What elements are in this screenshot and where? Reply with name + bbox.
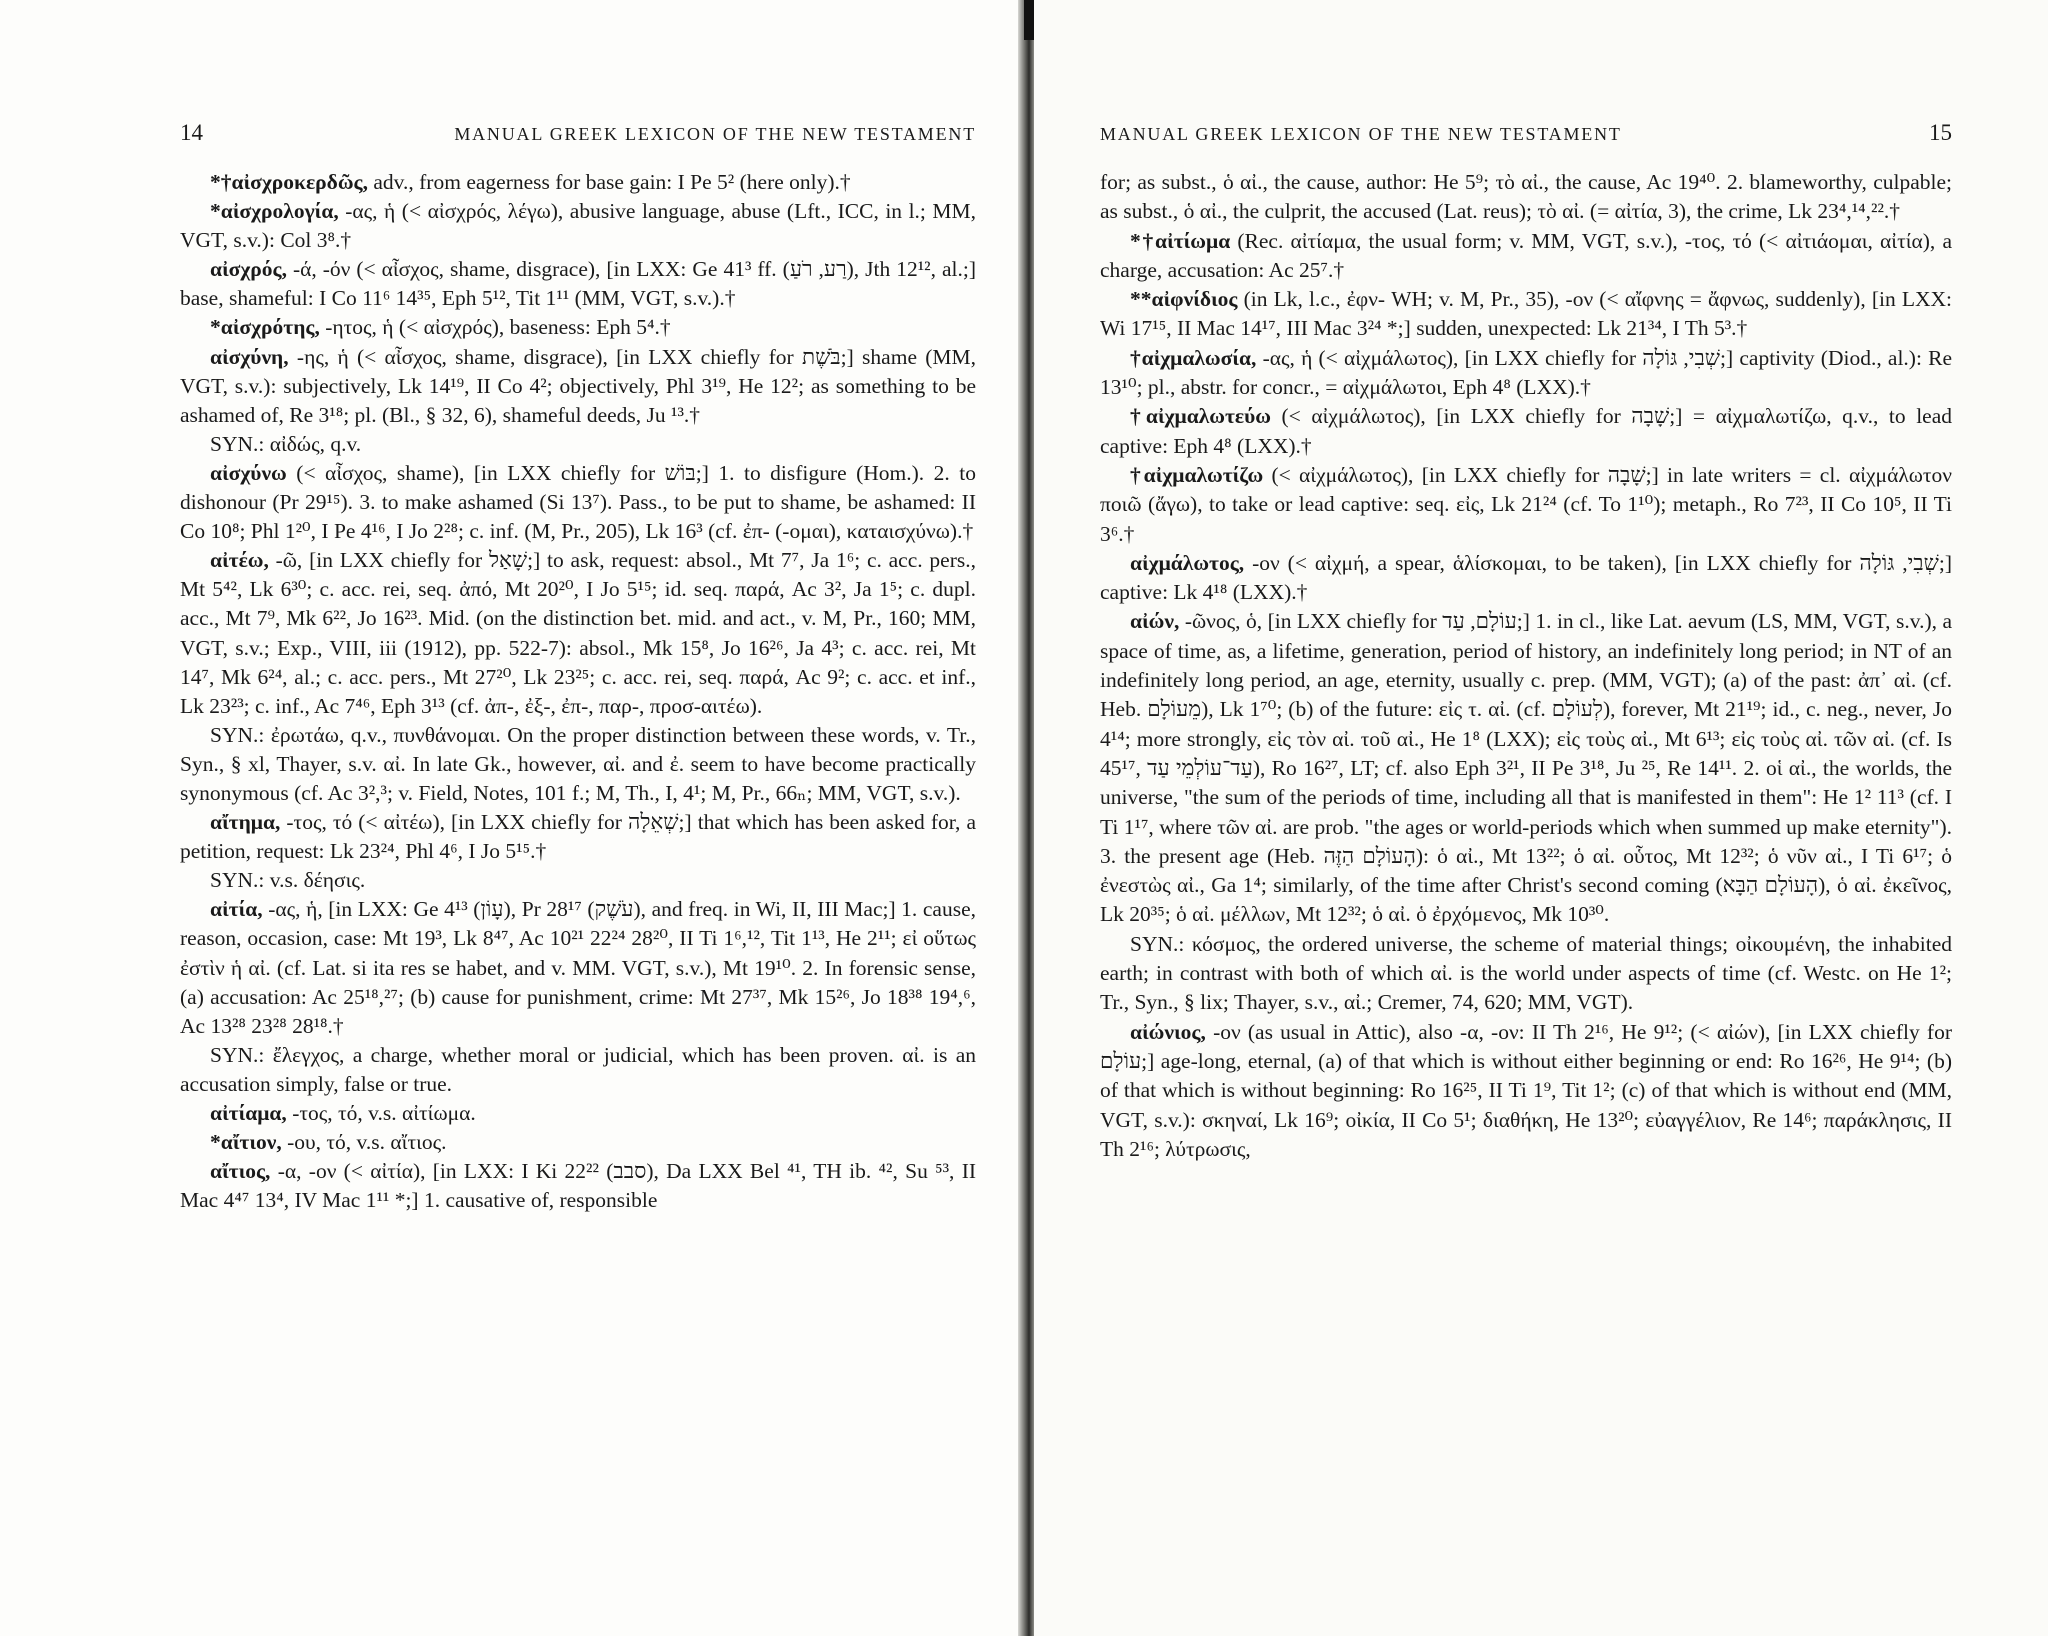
lexicon-entry: [180, 895, 976, 1040]
entry-headword: αἰχμαλωτεύω: [1145, 404, 1271, 429]
entry-marker: †: [1130, 462, 1144, 487]
synonym-note: [180, 866, 976, 895]
entry-headword: αἰών,: [1130, 609, 1180, 634]
entry-headword: αἰσχύνω: [210, 460, 287, 485]
left-page-number: 14: [180, 120, 203, 145]
right-page: [1034, 0, 2048, 1636]
entry-marker: *†: [210, 170, 232, 194]
synonym-note: [180, 1041, 976, 1099]
lexicon-entry: [1100, 227, 1952, 286]
lexicon-entry: [1100, 549, 1952, 608]
entry-headword: αἴτιος,: [210, 1159, 271, 1184]
lexicon-entry: [1100, 344, 1952, 403]
lexicon-entry: [180, 197, 976, 255]
entry-text: SYN.: v.s. δέησις.: [210, 868, 366, 893]
entry-marker: †: [1130, 404, 1146, 429]
lexicon-entry: [180, 255, 976, 313]
entry-marker: *: [210, 315, 221, 340]
entry-headword: αἰσχρολογία,: [220, 199, 339, 224]
entry-text: -ας, ἡ (< αἰσχρός, λέγω), abusive language, abuse (Lft., ICC, in l.; MM, VGT, s.v.): Col 3⁸.†: [180, 199, 977, 253]
entry-text: (< αἰχμάλωτος), [in LXX chiefly for שָׁבָה;] in late writers = cl. αἰχμάλωτον ποιῶ (ἄγω), to take or lead captive: seq. εἰς, Lk 21²⁴ (cf. To 1¹⁰); metaph., Ro 7²³, II Co 10⁵, II Ti 3⁶.†: [1100, 462, 1953, 546]
entry-text: SYN.: κόσμος, the ordered universe, the scheme of material things; οἰκουμένη, the inhabited earth; in contrast with both of which αἰ. is the world under aspects of time (cf. Westc. on He 1²; Tr., Syn., § lix; Thayer, s.v., αἰ.; Cremer, 74, 620; MM, VGT).: [1100, 931, 1952, 1015]
lexicon-entry: [180, 1099, 976, 1128]
entry-text: -ῶ, [in LXX chiefly for שָׁאַל;] to ask, request: absol., Mt 7⁷, Ja 1⁶; c. acc. pers., Mt 5⁴², Lk 6³⁰; c. acc. rei, seq. ἀπό, Mt 20²⁰, I Jo 5¹⁵; id. seq. παρά, Ac 3², Ja 1⁵; c. dupl. acc., Mt 7⁹, Mk 6²², Jo 16²³. Mid. (on the distinction bet. mid. and act., v. M, Pr., 160; MM, VGT, s.v.; Exp., VIII, iii (1912), pp. 522-7): absol., Mk 15⁸, Jo 16²⁶, Ja 4³; c. acc. rei, Mt 14⁷, Mk 6²⁴, al.; c. acc. pers., Mt 27²⁰, Lk 23²⁵; c. acc. rei, seq. παρά, Ac 9²; c. acc. et inf., Lk 23²³; c. inf., Ac 7⁴⁶, Eph 3¹³ (cf. ἀπ-, ἐξ-, ἐπ-, παρ-, προσ-αιτέω).: [180, 548, 976, 718]
entry-text: SYN.: ἔλεγχος, a charge, whether moral or judicial, which has been proven. αἰ. is an accusation simply, false or true.: [180, 1042, 976, 1096]
entry-headword: αἰσχρός,: [210, 257, 287, 282]
entry-text: -ας, ἡ (< αἰχμάλωτος), [in LXX chiefly for שְׁבִי, גּוֹלָה;] captivity (Diod., al.): Re 13¹⁰; pl., abstr. for concr., = αἰχμάλωτοι, Eph 4⁸ (LXX).†: [1100, 345, 1953, 400]
lexicon-entry-continued: [1100, 168, 1952, 227]
entry-text: -ου, τό, v.s. αἴτιος.: [287, 1130, 447, 1155]
entry-headword: αἰτέω,: [210, 548, 269, 573]
entry-text: -α, -ον (< αἰτία), [in LXX: I Ki 22²² (סבב), Da LXX Bel ⁴¹, TH ib. ⁴², Su ⁵³, II Mac 4⁴⁷ 13⁴, IV Mac 1¹¹ *;] 1. causative of, responsible: [180, 1159, 977, 1213]
left-running-title: MANUAL GREEK LEXICON OF THE NEW TESTAMENT: [454, 124, 976, 144]
lexicon-entry: [180, 1128, 976, 1157]
entry-text: for; as subst., ὁ αἰ., the cause, author: He 5⁹; τὸ αἰ., the cause, Ac 19⁴⁰. 2. blameworthy, culpable; as subst., ὁ αἰ., the culprit, the accused (Lat. reus); τὸ αἰ. (= αἰτία, 3), the crime, Lk 23⁴,¹⁴,²².†: [1100, 170, 1952, 224]
entry-text: -ας, ἡ, [in LXX: Ge 4¹³ (עָוֹן), Pr 28¹⁷ (עֹשֶׁק), and freq. in Wi, II, III Mac;] 1. cause, reason, occasion, case: Mt 19³, Lk 8⁴⁷, Ac 10²¹ 22²⁴ 28²⁰, II Ti 1⁶,¹², Tit 1¹³, He 2¹¹; εἰ οὕτως ἐστὶν ἡ αἰ. (cf. Lat. si ita res se habet, and v. MM. VGT, s.v.), Mt 19¹⁰. 2. In forensic sense, (a) accusation: Ac 25¹⁸,²⁷; (b) cause for punishment, crime: Mt 27³⁷, Mk 15²⁶, Jo 18³⁸ 19⁴,⁶, Ac 13²⁸ 23²⁸ 28¹⁸.†: [180, 897, 976, 1038]
lexicon-entry: [1100, 461, 1952, 549]
entry-marker: **: [1130, 287, 1152, 312]
right-page-number: 15: [1929, 120, 1952, 145]
entry-marker: *: [210, 1130, 221, 1155]
lexicon-entry: [180, 313, 976, 342]
entry-text: -ον (as usual in Attic), also -α, -ον: II Th 2¹⁶, He 9¹²; (< αἰών), [in LXX chiefly for עוֹלָם;] age-long, eternal, (a) of that which is without either beginning or end: Ro 16²⁶, He 9¹⁴; (b) of that which is without beginning: Ro 16²⁵, II Ti 1⁹, Tit 1²; (c) of that which is without end (MM, VGT, s.v.): σκηναί, Lk 16⁹; οἰκία, II Co 5¹; διαθήκη, He 13²⁰; εὐαγγέλιον, Re 14⁶; παράκλησις, II Th 2¹⁶; λύτρωσις,: [1100, 1019, 1952, 1161]
entry-headword: αἰτίωμα: [1155, 228, 1231, 253]
right-entries: [1100, 168, 1952, 1164]
lexicon-entry: [180, 546, 976, 721]
entry-marker: †: [1130, 345, 1142, 370]
entry-text: (< αἶσχος, shame), [in LXX chiefly for בּוֹשׁ;] 1. to disfigure (Hom.). 2. to dishonour (Pr 29¹⁵). 3. to make ashamed (Si 13⁷). Pass., to be put to shame, be ashamed: II Co 10⁸; Phl 1²⁰, I Pe 4¹⁶, I Jo 2²⁸; c. inf. (M, Pr., 205), Lk 16³ (cf. ἐπ- (-ομαι), καταισχύνω).†: [180, 460, 976, 544]
entry-headword: αἰφνίδιος: [1151, 287, 1238, 312]
right-running-head: [1100, 120, 1952, 146]
entry-headword: αἰτίαμα,: [210, 1101, 287, 1125]
entry-headword: αἰτία,: [210, 897, 263, 922]
entry-text: SYN.: ἐρωτάω, q.v., πυνθάνομαι. On the proper distinction between these words, v. Tr., Syn., § xl, Thayer, s.v. αἰ. In late Gk., however, αἰ. and ἐ. seem to have become practically synonymous (cf. Ac 3²,³; v. Field, Notes, 101 f.; M, Th., I, 4¹; M, Pr., 66ₙ; MM, VGT, s.v.).: [180, 722, 976, 805]
lexicon-entry: [1100, 402, 1952, 461]
left-page: [0, 0, 1022, 1636]
entry-headword: αἰσχύνη,: [210, 344, 289, 369]
entry-marker: *†: [1130, 228, 1156, 253]
entry-text: SYN.: αἰδώς, q.v.: [210, 431, 362, 456]
entry-text: (in Lk, l.c., ἐφν- WH; v. M, Pr., 35), -ον (< αἴφνης = ἄφνως, suddenly), [in LXX: Wi 17¹⁵, II Mac 14¹⁷, III Mac 3²⁴ *;] sudden, unexpected: Lk 21³⁴, I Th 5³.†: [1100, 287, 1953, 341]
synonym-note: [180, 430, 976, 459]
lexicon-entry: [180, 459, 976, 546]
entry-headword: αἴτημα,: [210, 810, 281, 835]
lexicon-entry: [1100, 607, 1952, 929]
entry-text: -τος, τό (< αἰτέω), [in LXX chiefly for שְׁאֵלָה;] that which has been asked for, a petition, request: Lk 23²⁴, Phl 4⁶, I Jo 5¹⁵.†: [180, 810, 976, 864]
entry-headword: αἴτιον,: [220, 1130, 282, 1155]
entry-headword: αἰσχρότης,: [220, 315, 320, 340]
lexicon-entry: [180, 808, 976, 866]
entry-headword: αἰχμάλωτος,: [1130, 550, 1245, 575]
entry-text: (< αἰχμάλωτος), [in LXX chiefly for שָׁבָה;] = αἰχμαλωτίζω, q.v., to lead captive: Eph 4⁸ (LXX).†: [1100, 404, 1952, 458]
entry-text: -ητος, ἡ (< αἰσχρός), baseness: Eph 5⁴.†: [325, 315, 671, 340]
left-entries: [180, 168, 976, 1215]
right-running-title: MANUAL GREEK LEXICON OF THE NEW TESTAMENT: [1100, 124, 1622, 144]
synonym-note: [1100, 930, 1952, 1018]
entry-text: adv., from eagerness for base gain: I Pe 5² (here only).†: [373, 170, 851, 194]
lexicon-entry: [180, 1157, 976, 1215]
entry-text: (Rec. αἰτίαμα, the usual form; v. MM, VGT, s.v.), -τος, τό (< αἰτιάομαι, αἰτία), a charge, accusation: Ac 25⁷.†: [1100, 228, 1952, 282]
lexicon-entry: [1100, 1018, 1952, 1164]
entry-text: -ῶνος, ὁ, [in LXX chiefly for עוֹלָם, עַד;] 1. in cl., like Lat. aevum (LS, MM, VGT, s.v.), a space of time, as, a lifetime, generation, period of history, an indefinitely long period; in NT of an indefinitely long period, an age, eternity, usually c. prep. (MM, VGT); (a) of the past: ἀπ᾽ αἰ. (cf. Heb. מֵעוֹלָם), Lk 1⁷⁰; (b) of the future: εἰς τ. αἰ. (cf. לְעוֹלָם), forever, Mt 21¹⁹; id., c. neg., never, Jo 4¹⁴; more strongly, εἰς τὸν αἰ. τοῦ αἰ., He 1⁸ (LXX); εἰς τοὺς αἰ., Mt 6¹³; εἰς τοὺς αἰ. τῶν αἰ. (cf. Is 45¹⁷, עַד־עוֹלְמֵי עַד), Ro 16²⁷, LT; cf. also Eph 3²¹, II Pe 3¹⁸, Ju ²⁵, Re 14¹¹. 2. οἱ αἰ., the worlds, the universe, "the sum of the periods of time, including all that is manifested in them": He 1² 11³ (cf. I Ti 1¹⁷, where τῶν αἰ. are prob. "the ages or world-periods which when summed up make eternity"). 3. the present age (Heb. הָעוֹלָם הַזֶּה): ὁ αἰ., Mt 13²²; ὁ αἰ. οὗτος, Mt 12³²; ὁ νῦν αἰ., I Ti 6¹⁷; ὁ ἐνεστὼς αἰ., Ga 1⁴; similarly, of the time after Christ's second coming (הָעוֹלָם הַבָּא), ὁ αἰ. ἐκεῖνος, Lk 20³⁵; ὁ αἰ. μέλλων, Mt 12³²; ὁ αἰ. ὁ ἐρχόμενος, Mk 10³⁰.: [1100, 609, 1953, 927]
entry-text: -ης, ἡ (< αἶσχος, shame, disgrace), [in LXX chiefly for בֹּשֶׁת;] shame (MM, VGT, s.v.): subjectively, Lk 14¹⁹, II Co 4²; objectively, Phl 3¹⁹, He 12²; as something to be ashamed of, Re 3¹⁸; pl. (Bl., § 32, 6), shameful deeds, Ju ¹³.†: [180, 344, 977, 427]
entry-text: -τος, τό, v.s. αἰτίωμα.: [292, 1101, 476, 1125]
synonym-note: [180, 721, 976, 808]
lexicon-entry: [180, 343, 976, 430]
lexicon-entry: [180, 168, 976, 197]
entry-headword: αἰχμαλωτίζω: [1143, 462, 1264, 487]
entry-text: -ον (< αἰχμή, a spear, ἁλίσκομαι, to be taken), [in LXX chiefly for שְׁבִי, גּוֹלָה;] captive: Lk 4¹⁸ (LXX).†: [1100, 550, 1952, 605]
lexicon-entry: [1100, 285, 1952, 344]
entry-headword: αἰχμαλωσία,: [1141, 345, 1257, 370]
entry-headword: αἰσχροκερδῶς,: [231, 170, 368, 194]
entry-headword: αἰώνιος,: [1130, 1019, 1206, 1044]
entry-marker: *: [210, 199, 221, 224]
left-running-head: [180, 120, 976, 146]
entry-text: -ά, -όν (< αἶσχος, shame, disgrace), [in LXX: Ge 41³ ff. (רַע, רֹעַ), Jth 12¹², al.;] base, shameful: I Co 11⁶ 14³⁵, Eph 5¹², Tit 1¹¹ (MM, VGT, s.v.).†: [180, 257, 976, 311]
